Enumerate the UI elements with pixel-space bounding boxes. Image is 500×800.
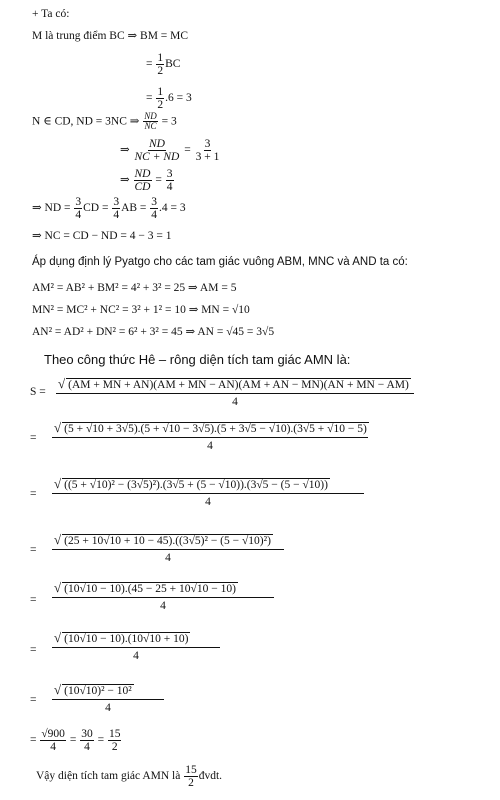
fraction-15-2: $\frac{15}{2}$ <box>108 728 121 754</box>
equals-sign: = <box>30 544 37 556</box>
midpoint-statement: M là trung điểm BC ⇒ BM = MC <box>32 30 189 42</box>
mn-calculation: MN² = MC² + NC² = 3² + 1² = 10 ⇒ MN = √10 <box>32 304 250 316</box>
n-on-cd-statement: N ∈ CD, ND = 3NC ⇒ $\frac{ND}{NC}$ = 3 <box>32 111 177 132</box>
heron-step-6: $\frac{√ (10√10 - 10).(10√10 + 10)}{4}$ <box>52 630 220 662</box>
equals-sign: = <box>30 432 37 444</box>
pythagoras-intro: Áp dụng định lý Pyatgo cho các tam giác vuông ABM, MNC và AND ta có: <box>32 256 408 268</box>
fraction-sqrt900-4: $\frac{√900}{4}$ <box>41 728 65 754</box>
equals-sign: = <box>30 694 37 706</box>
heron-step-2: √ (5 + √10 + 3√5).(5 + √10 − 3√5).(5 + 3√5 − √10).(3√5 + √10 − 5) 4 <box>54 420 367 452</box>
equals-sign: = <box>30 644 37 656</box>
heron-step-1: $\frac{√ (AM + MN + AN)(AM + MN - AN)(AM + AN - MN)(AN + MN - AM)}{4}$ <box>56 376 414 408</box>
heron-step-5: $\frac{√ (10√10 - 10).(45 - 25 + 10√10 - 10)}{4}$ <box>52 580 274 612</box>
area-symbol-s: S = <box>30 386 46 398</box>
heron-intro: Theo công thức Hê – rông diện tích tam giác AMN là: <box>44 352 351 367</box>
an-calculation: AN² = AD² + DN² = 6² + 3² = 45 ⇒ AN = √45 = 3√5 <box>32 326 275 338</box>
nd-over-cd: ⇒ $\frac{ND}{CD}$ = $\frac{3}{4}$ <box>120 168 173 194</box>
equals-sign: = <box>30 594 37 606</box>
heron-step-8: = $\frac{√900}{4}$ = $\frac{30}{4}$ = $\frac{15}{2}$ <box>30 728 121 754</box>
section-header: + Ta có: <box>32 8 70 20</box>
equals-sign: = <box>30 488 37 500</box>
fraction-nd-cd: $\frac{ND}{CD}$ <box>134 168 151 194</box>
bm-value: = $\frac{1}{2}$ .6 = 3 <box>146 86 192 112</box>
nd-value-line: ⇒ ND = $\frac{3}{4}$ CD = $\frac{3}{4}$ AB = $\frac{3}{4}$ .4 = 3 <box>32 196 186 222</box>
fraction-one-half: $\frac{1}{2}$ <box>157 52 164 78</box>
bm-half-bc: = $\frac{1}{2}$ BC <box>146 52 181 78</box>
fraction-3-4: $\frac{3}{4}$ <box>166 168 173 194</box>
fraction-3-3plus1: $\frac{3}{3 + 1}$ <box>195 138 220 164</box>
conclusion: Vậy diện tích tam giác AMN là $\frac{15}{2}$ đvdt. <box>36 764 223 790</box>
nd-over-nc-plus-nd: ⇒ $\frac{ND}{NC + ND}$ = $\frac{3}{3 + 1}$ <box>120 138 220 164</box>
fraction-30-4: $\frac{30}{4}$ <box>81 728 93 754</box>
heron-step-3: $\frac{\text{√ ((5 + √10)² − (3√5)²).(3√5 + (5 − √10)).(3√5 − (5 − √10))}}{4}$ <box>52 472 364 508</box>
fraction-nd-ncnd: $\frac{ND}{NC + ND}$ <box>134 138 180 164</box>
nc-value-line: ⇒ NC = CD − ND = 4 − 3 = 1 <box>32 230 172 242</box>
heron-step-7: $\frac{\text{√ (10√10)² − 10²}}{4}$ <box>52 678 164 714</box>
heron-step-4: $\frac{\text{√ (25 + 10√10 + 10 − 45).((3√5)² − (5 − √10)²)}}{4}$ <box>52 528 284 564</box>
fraction-15-2-result: $\frac{15}{2}$ <box>185 764 197 790</box>
am-calculation: AM² = AB² + BM² = 4² + 3² = 25 ⇒ AM = 5 <box>32 282 237 294</box>
fraction-one-half: $\frac{1}{2}$ <box>157 86 164 112</box>
fraction-nd-nc: $\frac{ND}{NC}$ <box>144 111 157 132</box>
